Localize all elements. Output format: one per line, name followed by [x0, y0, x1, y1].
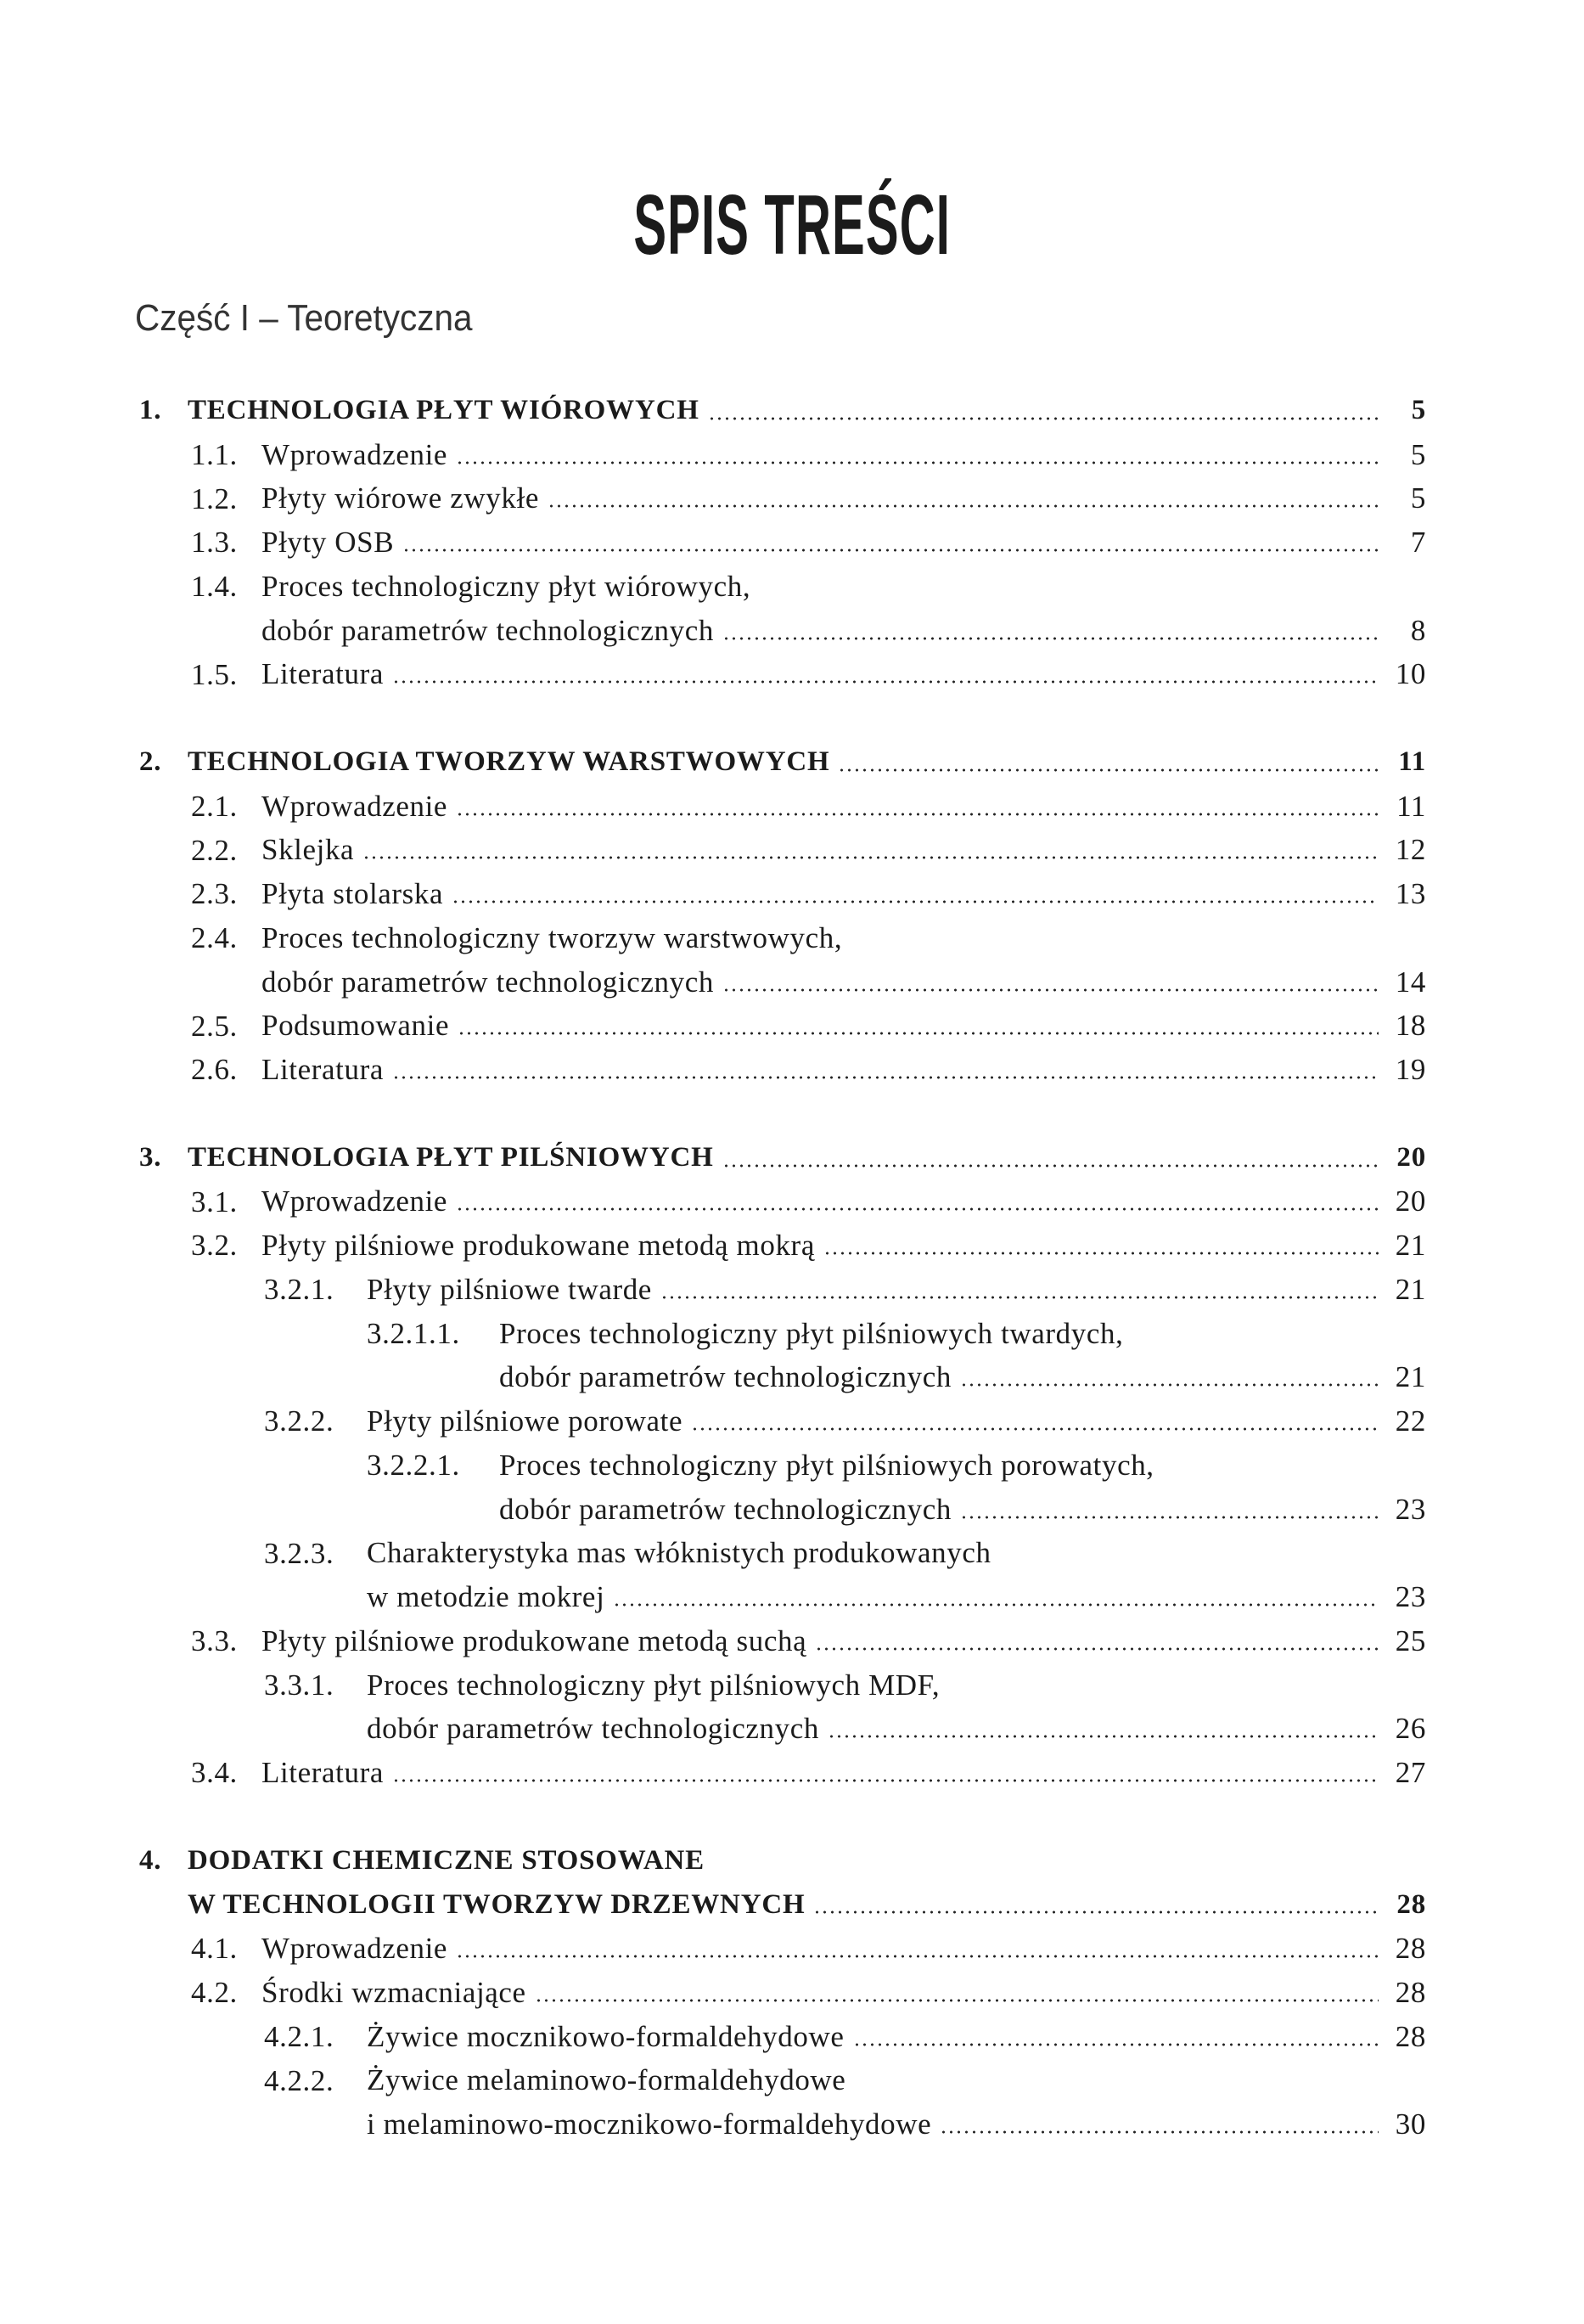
page-number: 28 — [1395, 1932, 1426, 1966]
entry-number: 4.1. — [191, 1932, 238, 1966]
page-number: 7 — [1410, 526, 1426, 560]
dot-leader — [838, 768, 1379, 773]
entry-title: Płyta stolarska — [261, 877, 444, 911]
page-number: 21 — [1395, 1360, 1426, 1394]
toc-entry-line — [0, 872, 1584, 916]
dot-leader — [458, 1031, 1379, 1036]
toc-entry[interactable] — [0, 521, 1584, 565]
entry-title: Proces technologiczny płyt pilśniowych porowatych, — [499, 1448, 1154, 1482]
page-number: 5 — [1411, 395, 1426, 426]
entry-title: Literatura — [261, 1053, 384, 1087]
dot-leader — [960, 1382, 1379, 1387]
entry-number: 3.4. — [191, 1756, 238, 1790]
dot-leader — [722, 988, 1379, 993]
entry-number: 2.2. — [191, 833, 238, 867]
toc-entry[interactable] — [0, 1004, 1584, 1049]
toc-entry-line — [0, 2102, 1584, 2147]
entry-title: Wprowadzenie — [261, 437, 448, 471]
toc-entry-line — [0, 1663, 1584, 1708]
page-number: 27 — [1395, 1756, 1426, 1790]
toc-entry[interactable] — [0, 1224, 1584, 1268]
dot-leader — [362, 855, 1379, 860]
toc-entry-line — [0, 829, 1584, 873]
toc-entry-line — [0, 1268, 1584, 1312]
part-heading: Część I – Teoretyczna — [135, 297, 473, 339]
entry-number: 2.1. — [191, 789, 238, 823]
page-number: 20 — [1395, 1185, 1426, 1218]
dot-leader — [815, 1646, 1379, 1652]
page-number: 12 — [1395, 833, 1426, 867]
dot-leader — [535, 1998, 1379, 2003]
toc-entry-line — [0, 1443, 1584, 1488]
page-number: 13 — [1395, 877, 1426, 911]
page-title-text: SPIS TREŚCI — [633, 177, 951, 273]
entry-title: Płyty pilśniowe produkowane metodą mokrą — [261, 1229, 815, 1263]
dot-leader — [722, 1163, 1379, 1168]
page-number: 5 — [1410, 437, 1426, 471]
toc-entry-line — [0, 1708, 1584, 1752]
page-number: 23 — [1395, 1580, 1426, 1614]
toc-entry-line — [0, 1488, 1584, 1532]
entry-number: 1. — [139, 395, 162, 425]
dot-leader — [392, 679, 1379, 684]
entry-title: Literatura — [261, 1756, 384, 1790]
dot-leader — [456, 1954, 1379, 1959]
page-number: 5 — [1410, 481, 1426, 515]
toc-entry[interactable] — [0, 1048, 1584, 1092]
toc-entry-line — [0, 740, 1584, 785]
entry-number: 1.3. — [191, 526, 238, 560]
entry-number: 3.2.3. — [264, 1536, 334, 1570]
page-number: 20 — [1396, 1142, 1426, 1173]
entry-number: 4.2.1. — [264, 2019, 334, 2053]
entry-title: DODATKI CHEMICZNE STOSOWANE — [188, 1845, 705, 1877]
entry-number: 1.2. — [191, 481, 238, 515]
dot-leader — [940, 2130, 1379, 2135]
entry-title: TECHNOLOGIA PŁYT WIÓROWYCH — [188, 395, 699, 426]
entry-title: Płyty pilśniowe porowate — [367, 1404, 683, 1438]
entry-title: i melaminowo-mocznikowo-formaldehydowe — [367, 2107, 932, 2141]
entry-number: 1.5. — [191, 657, 238, 691]
entry-title: Płyty pilśniowe twarde — [367, 1272, 652, 1306]
page-number: 23 — [1395, 1492, 1426, 1526]
entry-title: dobór parametrów technologicznych — [499, 1492, 952, 1526]
toc-entry-line — [0, 1927, 1584, 1971]
toc-entry[interactable] — [0, 2059, 1584, 2147]
entry-title: Charakterystyka mas włóknistych produkowanych — [367, 1536, 991, 1570]
dot-leader — [960, 1515, 1379, 1520]
toc-entry-line — [0, 2015, 1584, 2059]
toc-entry-line — [0, 1136, 1584, 1180]
toc-entry[interactable] — [0, 1619, 1584, 1663]
dot-leader — [853, 2042, 1379, 2047]
page-number: 21 — [1395, 1229, 1426, 1263]
dot-leader — [402, 548, 1379, 553]
dot-leader — [722, 636, 1379, 641]
entry-number: 1.4. — [191, 570, 238, 603]
entry-number: 3.3. — [191, 1624, 238, 1657]
dot-leader — [660, 1295, 1379, 1300]
toc-entry-line — [0, 1839, 1584, 1883]
page-number: 30 — [1395, 2107, 1426, 2141]
entry-title: Płyty OSB — [261, 526, 395, 560]
toc-entry[interactable] — [0, 1443, 1584, 1532]
page-number: 28 — [1395, 1975, 1426, 2009]
entry-title: dobór parametrów technologicznych — [499, 1360, 952, 1394]
toc-entry-line — [0, 1048, 1584, 1092]
toc-entry[interactable] — [0, 1751, 1584, 1795]
toc-entry-line — [0, 916, 1584, 960]
toc-entry-line — [0, 1619, 1584, 1663]
entry-title: dobór parametrów technologicznych — [261, 965, 714, 999]
page-number: 28 — [1395, 2019, 1426, 2053]
entry-title: TECHNOLOGIA TWORZYW WARSTWOWYCH — [188, 746, 830, 778]
toc-entry[interactable] — [0, 1532, 1584, 1620]
toc-entry[interactable] — [0, 1399, 1584, 1443]
toc-entry-line — [0, 785, 1584, 829]
entry-number: 3.2. — [191, 1229, 238, 1263]
entry-title: TECHNOLOGIA PŁYT PILŚNIOWYCH — [188, 1142, 714, 1173]
entry-number: 3. — [139, 1141, 162, 1173]
toc-entry-line — [0, 1224, 1584, 1268]
entry-number: 2. — [139, 746, 162, 777]
toc-entry[interactable] — [0, 1268, 1584, 1312]
dot-leader — [392, 1075, 1379, 1080]
page-number: 11 — [1398, 746, 1426, 778]
page-number: 10 — [1395, 657, 1426, 691]
toc-entry-line — [0, 1751, 1584, 1795]
entry-title: W TECHNOLOGII TWORZYW DRZEWNYCH — [188, 1888, 806, 1920]
dot-leader — [452, 899, 1379, 904]
toc-entry[interactable] — [0, 433, 1584, 477]
page-number: 21 — [1395, 1272, 1426, 1306]
chapter-spacer — [0, 696, 1584, 740]
entry-number: 2.3. — [191, 877, 238, 911]
entry-number: 3.2.2. — [264, 1404, 334, 1438]
dot-leader — [813, 1910, 1379, 1915]
entry-title: Środki wzmacniające — [261, 1975, 526, 2009]
toc-entry-line — [0, 653, 1584, 697]
table-of-contents — [0, 389, 1584, 2147]
entry-number: 3.1. — [191, 1185, 238, 1218]
page-number: 26 — [1395, 1712, 1426, 1746]
entry-title: Proces technologiczny płyt pilśniowych twardych, — [499, 1316, 1124, 1350]
toc-entry[interactable] — [0, 2015, 1584, 2059]
toc-entry-line — [0, 960, 1584, 1004]
toc-entry[interactable] — [0, 916, 1584, 1004]
entry-number: 2.5. — [191, 1009, 238, 1043]
toc-entry[interactable] — [0, 653, 1584, 697]
dot-leader — [456, 1207, 1379, 1212]
toc-entry-line — [0, 565, 1584, 609]
toc-entry-line — [0, 1575, 1584, 1619]
dot-leader — [828, 1734, 1379, 1739]
toc-entry-line — [0, 389, 1584, 433]
dot-leader — [548, 504, 1379, 509]
page-number: 19 — [1395, 1053, 1426, 1087]
entry-title: dobór parametrów technologicznych — [261, 613, 714, 647]
toc-entry-line — [0, 1883, 1584, 1927]
toc-entry[interactable] — [0, 1663, 1584, 1752]
page-number: 8 — [1410, 613, 1426, 647]
dot-leader — [708, 416, 1379, 421]
entry-title: Wprowadzenie — [261, 1932, 448, 1966]
entry-number: 4.2. — [191, 1976, 238, 2009]
entry-title: Proces technologiczny płyt wiórowych, — [261, 569, 751, 603]
entry-title: Płyty pilśniowe produkowane metodą suchą — [261, 1623, 807, 1657]
toc-entry-line — [0, 1971, 1584, 2015]
entry-number: 3.2.1.1. — [367, 1316, 460, 1350]
toc-chapter-entry[interactable] — [0, 740, 1584, 785]
page-title — [0, 174, 1584, 276]
entry-number: 3.2.2.1. — [367, 1449, 460, 1482]
entry-title: Sklejka — [261, 833, 355, 867]
entry-title: Wprowadzenie — [261, 1185, 448, 1218]
toc-entry[interactable] — [0, 785, 1584, 829]
entry-title: Literatura — [261, 657, 384, 691]
entry-title: Płyty wiórowe zwykłe — [261, 481, 539, 515]
entry-title: Proces technologiczny płyt pilśniowych MDF, — [367, 1668, 941, 1702]
chapter-spacer — [0, 1795, 1584, 1839]
entry-title: Żywice melaminowo-formaldehydowe — [367, 2063, 846, 2097]
toc-entry-line — [0, 433, 1584, 477]
toc-entry-line — [0, 1180, 1584, 1224]
toc-entry[interactable] — [0, 565, 1584, 653]
entry-number: 4.2.2. — [264, 2063, 334, 2097]
entry-title: Proces technologiczny tworzyw warstwowych, — [261, 920, 843, 954]
entry-title: w metodzie mokrej — [367, 1580, 605, 1614]
dot-leader — [456, 812, 1379, 817]
page-number: 25 — [1395, 1623, 1426, 1657]
dot-leader — [823, 1251, 1379, 1256]
page-number: 28 — [1396, 1888, 1426, 1920]
chapter-spacer — [0, 1092, 1584, 1136]
toc-chapter-entry[interactable] — [0, 1136, 1584, 1180]
toc-entry[interactable] — [0, 872, 1584, 916]
toc-chapter-entry[interactable] — [0, 1839, 1584, 1927]
toc-entry-line — [0, 1356, 1584, 1400]
page-number: 14 — [1395, 965, 1426, 999]
entry-number: 3.2.1. — [264, 1273, 334, 1306]
toc-entry-line — [0, 1004, 1584, 1049]
entry-number: 4. — [139, 1844, 162, 1876]
entry-title: Podsumowanie — [261, 1009, 450, 1043]
entry-title: Żywice mocznikowo-formaldehydowe — [367, 2019, 845, 2053]
entry-number: 3.3.1. — [264, 1668, 334, 1702]
toc-entry-line — [0, 1532, 1584, 1576]
page-number: 18 — [1395, 1009, 1426, 1043]
entry-number: 2.6. — [191, 1053, 238, 1087]
toc-entry[interactable] — [0, 1312, 1584, 1400]
page-number: 22 — [1395, 1404, 1426, 1438]
toc-entry[interactable] — [0, 829, 1584, 873]
page-number: 11 — [1396, 789, 1426, 823]
toc-entry-line — [0, 477, 1584, 521]
toc-entry-line — [0, 521, 1584, 565]
toc-entry[interactable] — [0, 477, 1584, 521]
entry-number: 2.4. — [191, 921, 238, 954]
dot-leader — [613, 1602, 1379, 1607]
toc-entry[interactable] — [0, 1927, 1584, 1971]
entry-number: 1.1. — [191, 437, 238, 471]
toc-entry-line — [0, 609, 1584, 653]
toc-entry-line — [0, 2059, 1584, 2103]
dot-leader — [456, 460, 1379, 465]
toc-entry-line — [0, 1312, 1584, 1356]
toc-chapter-entry[interactable] — [0, 389, 1584, 433]
entry-title: dobór parametrów technologicznych — [367, 1712, 819, 1746]
dot-leader — [691, 1426, 1379, 1432]
dot-leader — [392, 1778, 1379, 1783]
entry-title: Wprowadzenie — [261, 789, 448, 823]
toc-entry[interactable] — [0, 1180, 1584, 1224]
toc-entry[interactable] — [0, 1971, 1584, 2015]
toc-entry-line — [0, 1399, 1584, 1443]
